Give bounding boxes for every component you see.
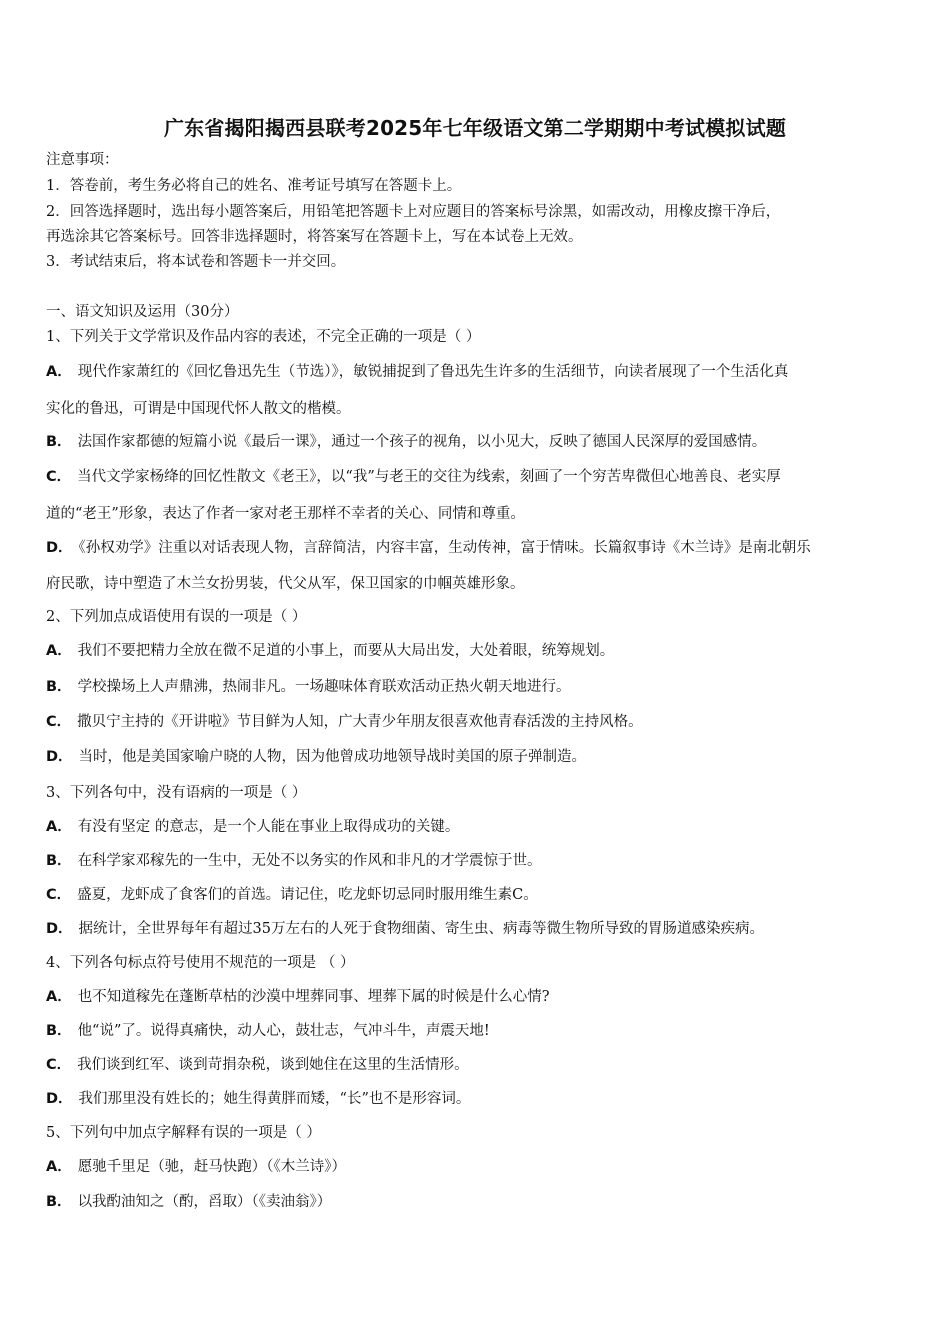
option-text: 学校操场上人声鼎沸，热闹非凡。一场趣味体育联欢活动正热火朝天地进行。 — [77, 679, 571, 695]
question-3-option-b — [46, 851, 908, 871]
option-label: C． — [46, 1057, 72, 1073]
notice-item: 1．答卷前，考生务必将自己的姓名、准考证号填写在答题卡上。 — [46, 178, 462, 194]
option-label: C． — [46, 714, 72, 730]
question-1-option-b — [46, 432, 908, 452]
question-4-option-c — [46, 1055, 908, 1075]
option-label: D． — [46, 540, 73, 556]
question-2-stem: 2、下列加点成语使用有误的一项是（ ） — [46, 609, 307, 625]
option-label: B． — [46, 679, 72, 695]
option-label: D． — [46, 921, 73, 937]
question-3-option-d — [46, 919, 908, 939]
option-text: 我们不要把精力全放在微不足道的小事上，而要从大局出发，大处着眼，统筹规划。 — [77, 643, 615, 659]
question-5-stem: 5、下列句中加点字解释有误的一项是（ ） — [46, 1125, 321, 1141]
option-label: B． — [46, 853, 72, 869]
notice-heading: 注意事项： — [46, 152, 119, 168]
section-heading: 一、语文知识及运用（30分） — [46, 304, 239, 320]
option-text: 法国作家都德的短篇小说《最后一课》，通过一个孩子的视角，以小见大，反映了德国人民深厚的爱国感情。 — [77, 434, 767, 450]
option-text: 当代文学家杨绛的回忆性散文《老王》，以“我”与老王的交往为线索，刻画了一个穷苦卑微但心地善良、老实厚 — [77, 469, 781, 485]
question-5-option-a — [46, 1157, 908, 1177]
question-1-option-c — [46, 467, 908, 487]
option-label: B． — [46, 434, 72, 450]
option-text: 有没有坚定 的意志，是一个人能在事业上取得成功的关键。 — [77, 819, 460, 835]
question-4-stem: 4、下列各句标点符号使用不规范的一项是 （ ） — [46, 955, 355, 971]
option-text: 《孙权劝学》注重以对话表现人物，言辞简洁，内容丰富，生动传神，富于情味。长篇叙事诗《木兰诗》是南北朝乐 — [78, 540, 811, 556]
option-label: A． — [46, 989, 72, 1005]
option-label: D． — [46, 1091, 73, 1107]
question-1-stem: 1、下列关于文学常识及作品内容的表述，不完全正确的一项是（ ） — [46, 329, 481, 345]
question-1-option-a-cont: 实化的鲁迅，可谓是中国现代怀人散文的楷模。 — [46, 401, 351, 417]
option-label: A． — [46, 364, 72, 380]
option-label: D． — [46, 749, 73, 765]
notice-item: 再选涂其它答案标号。回答非选择题时，将答案写在答题卡上，写在本试卷上无效。 — [46, 229, 583, 245]
option-text: 我们那里没有姓长的；她生得黄胖而矮，“长”也不是形容词。 — [78, 1091, 471, 1107]
option-text: 愿驰千里足（驰，赶马快跑）（《木兰诗》） — [77, 1159, 346, 1175]
option-text: 据统计，全世界每年有超过35万左右的人死于食物细菌、寄生虫、病毒等微生物所导致的胃肠道感染疾病。 — [78, 921, 764, 937]
option-label: A． — [46, 1159, 72, 1175]
option-text: 以我酌油知之（酌，舀取）（《卖油翁》） — [77, 1194, 332, 1210]
option-label: C． — [46, 887, 72, 903]
question-2-option-a — [46, 641, 908, 661]
question-2-option-d — [46, 747, 908, 767]
option-text: 当时，他是美国家喻户晓的人物，因为他曾成功地领导战时美国的原子弹制造。 — [78, 749, 587, 765]
option-text: 在科学家邓稼先的一生中，无处不以务实的作风和非凡的才学震惊于世。 — [77, 853, 542, 869]
question-1-option-c-cont: 道的“老王”形象，表达了作者一家对老王那样不幸者的关心、同情和尊重。 — [46, 506, 525, 522]
question-4-option-b — [46, 1021, 908, 1041]
option-text: 现代作家萧红的《回忆鲁迅先生（节选）》，敏锐捕捉到了鲁迅先生许多的生活细节，向读者展现了一个生活化真 — [77, 364, 789, 380]
option-text: 也不知道稼先在蓬断草枯的沙漠中埋葬同事、埋葬下属的时候是什么心情? — [77, 989, 550, 1005]
question-1-option-a — [46, 362, 908, 382]
option-label: A． — [46, 819, 72, 835]
notice-item: 3．考试结束后，将本试卷和答题卡一并交回。 — [46, 254, 346, 270]
option-text: 我们谈到红军、谈到苛捐杂税，谈到她住在这里的生活情形。 — [77, 1057, 469, 1073]
question-5-option-b — [46, 1192, 908, 1212]
question-3-option-a — [46, 817, 908, 837]
option-text: 撒贝宁主持的《开讲啦》节目鲜为人知，广大青少年朋友很喜欢他青春活泼的主持风格。 — [77, 714, 643, 730]
option-label: A． — [46, 643, 72, 659]
page-title: 广东省揭阳揭西县联考2025年七年级语文第二学期期中考试模拟试题 — [163, 116, 787, 140]
option-text: 盛夏，龙虾成了食客们的首选。请记住，吃龙虾切忌同时服用维生素C。 — [77, 887, 538, 903]
question-4-option-a — [46, 987, 908, 1007]
option-label: B． — [46, 1194, 72, 1210]
question-2-option-b — [46, 677, 908, 697]
notice-item: 2．回答选择题时，选出每小题答案后，用铅笔把答题卡上对应题目的答案标号涂黑，如需改动，用橡皮擦干净后， — [46, 204, 781, 220]
option-label: B． — [46, 1023, 72, 1039]
question-3-option-c — [46, 885, 908, 905]
option-label: C． — [46, 469, 72, 485]
question-4-option-d — [46, 1089, 908, 1109]
question-1-option-d — [46, 538, 908, 558]
question-2-option-c — [46, 712, 908, 732]
question-1-option-d-cont: 府民歌，诗中塑造了木兰女扮男装，代父从军，保卫国家的巾帼英雄形象。 — [46, 576, 525, 592]
question-3-stem: 3、下列各句中，没有语病的一项是（ ） — [46, 785, 307, 801]
option-text: 他“说”了。说得真痛快，动人心，鼓壮志，气冲斗牛，声震天地! — [77, 1023, 490, 1039]
